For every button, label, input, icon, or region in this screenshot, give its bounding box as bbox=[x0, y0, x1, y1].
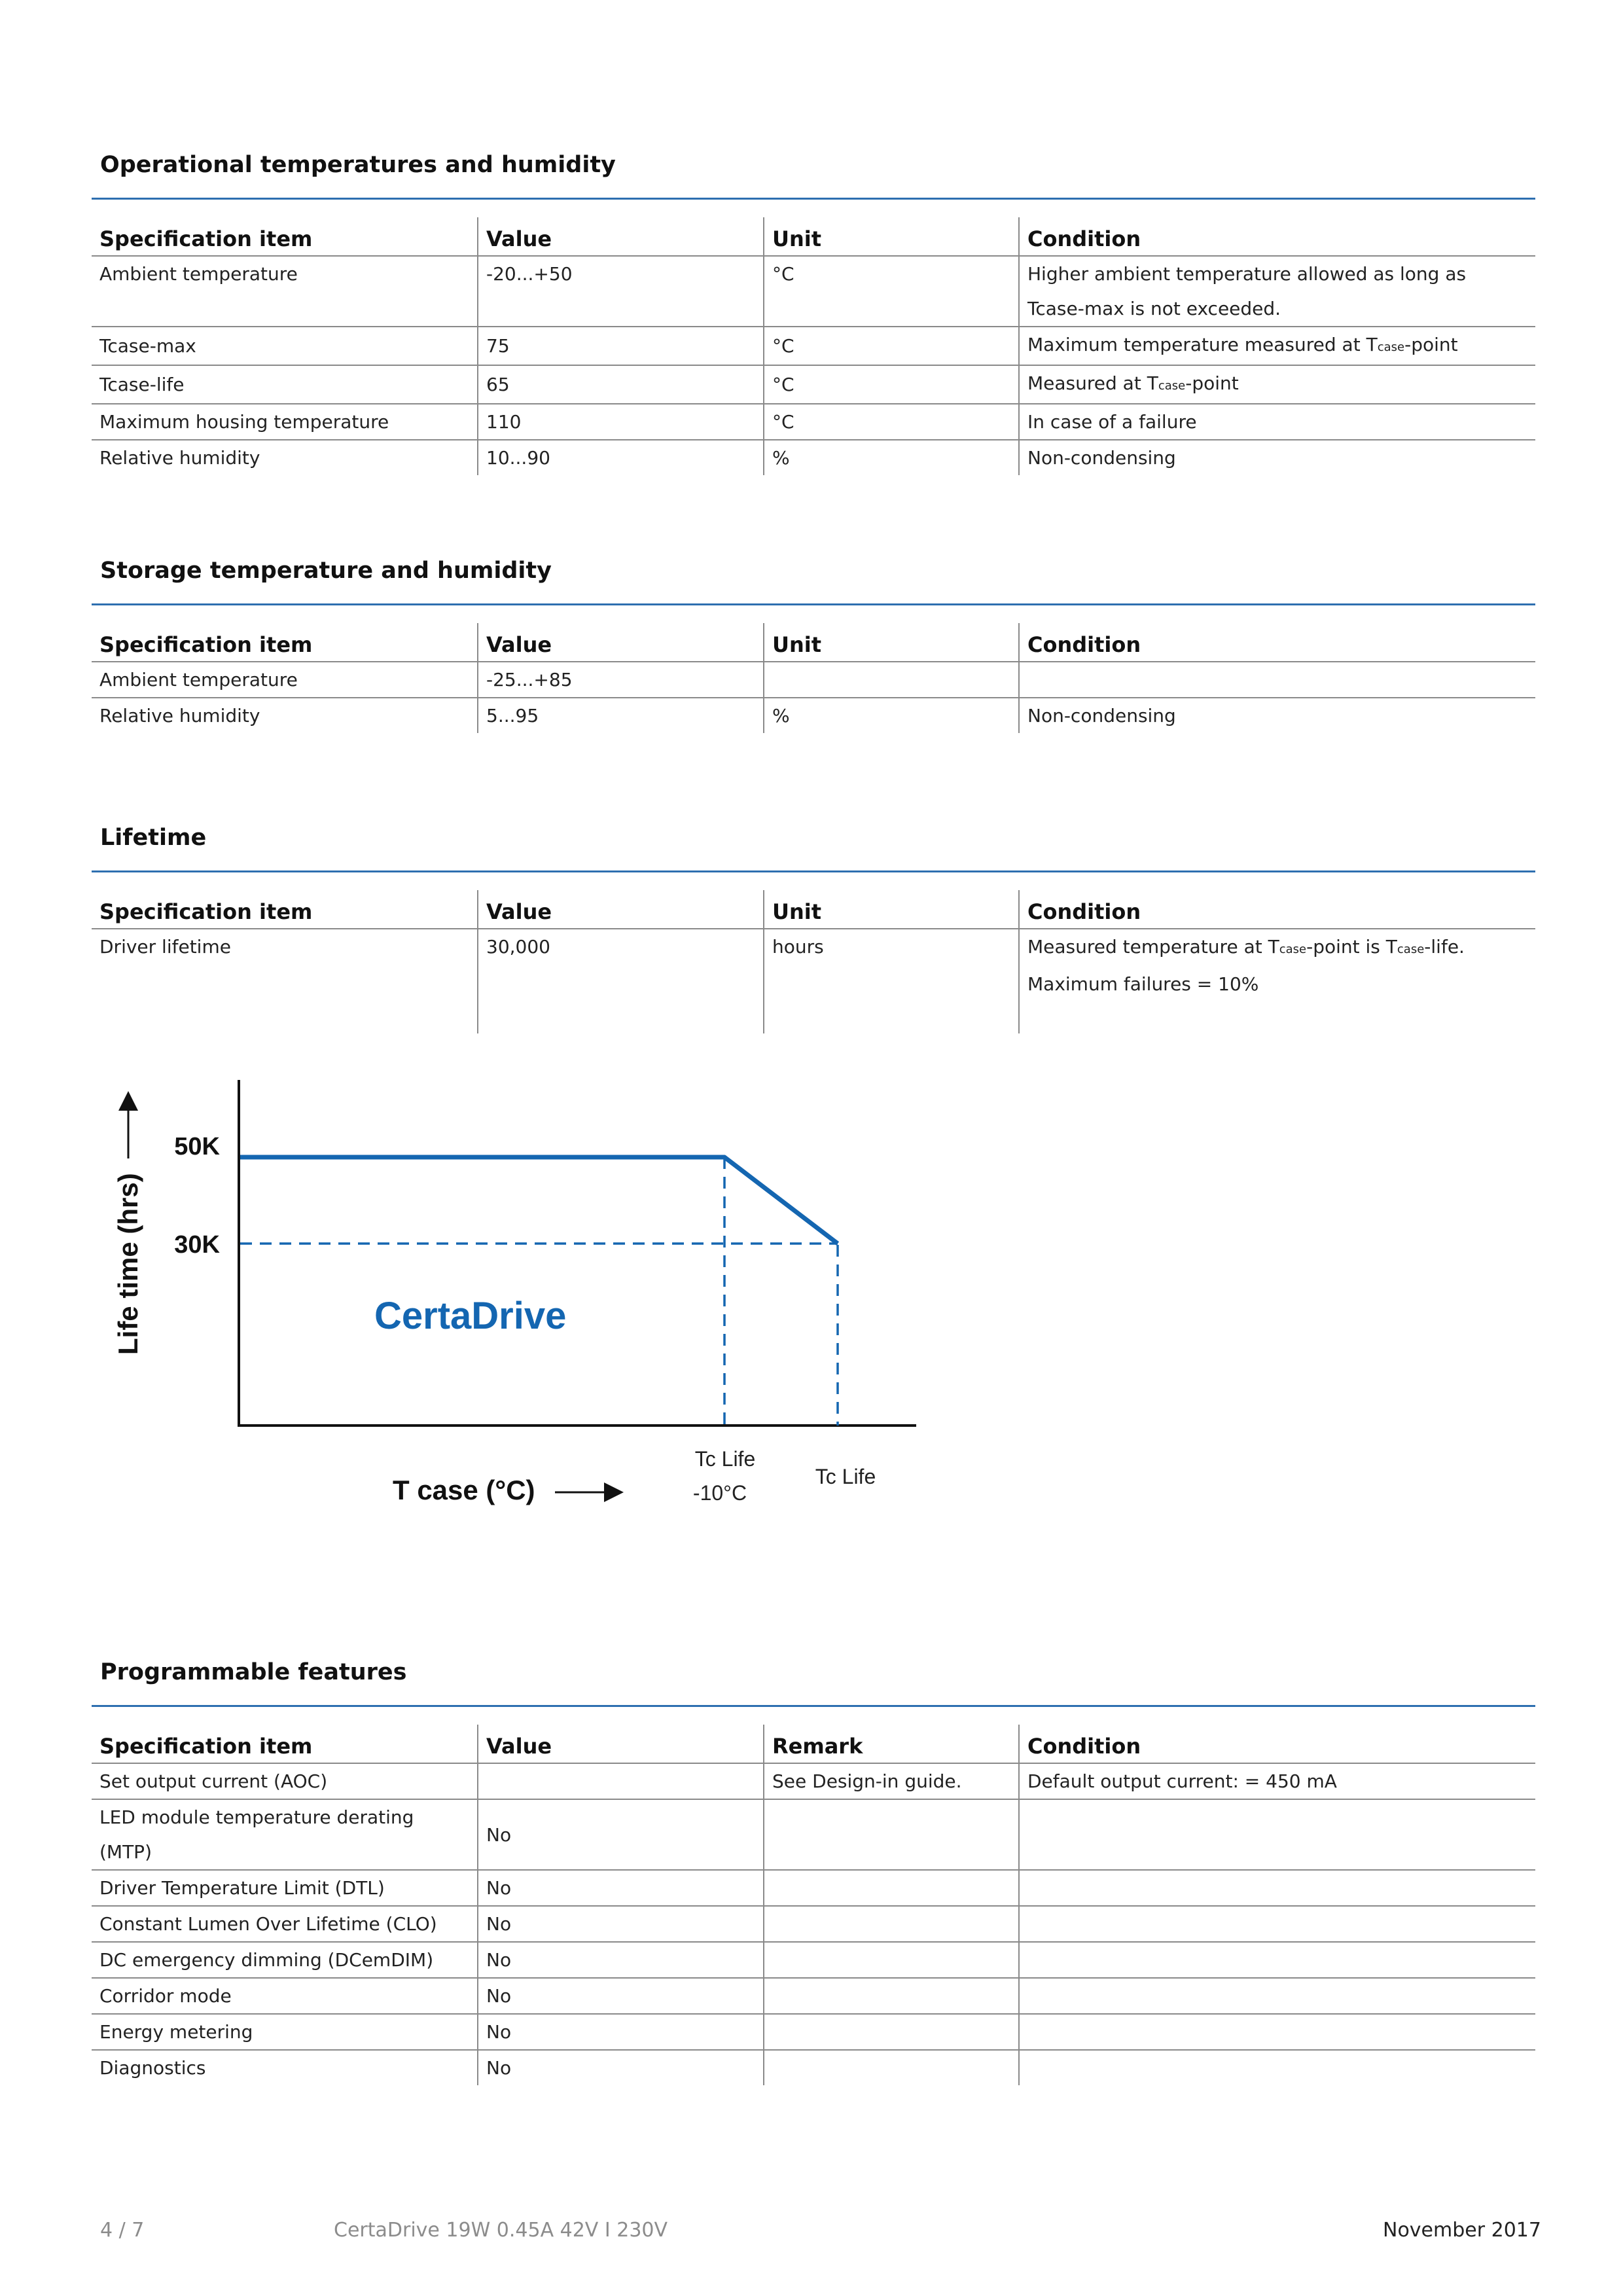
cell-value: 75 bbox=[478, 327, 764, 365]
header-spec-item: Specification item bbox=[92, 890, 478, 929]
y-tick-label-50k: 50K bbox=[174, 1133, 220, 1160]
lifetime-chart bbox=[0, 1073, 982, 1532]
cell-remark bbox=[764, 2014, 1019, 2050]
table-row bbox=[92, 1870, 1535, 1906]
cell-condition: Default output current: = 450 mA bbox=[1019, 1763, 1535, 1799]
table-row bbox=[92, 698, 1535, 733]
table-row bbox=[92, 1906, 1535, 1942]
header-unit: Unit bbox=[764, 890, 1019, 929]
cell-item: Relative humidity bbox=[99, 447, 260, 469]
header-condition: Condition bbox=[1019, 623, 1535, 662]
section-rule-lifetime bbox=[92, 870, 1535, 872]
subscript-case: case bbox=[1397, 942, 1425, 956]
header-condition: Condition bbox=[1019, 890, 1535, 929]
section-rule-operational bbox=[92, 198, 1535, 200]
cell-item: Maximum housing temperature bbox=[92, 404, 478, 440]
condition-line: Maximum failures = 10% bbox=[1027, 973, 1259, 995]
footer-date: November 2017 bbox=[1383, 2219, 1541, 2242]
header-condition: Condition bbox=[1019, 217, 1535, 256]
cell-value: No bbox=[478, 1906, 764, 1942]
cell-value: 65 bbox=[478, 365, 764, 404]
cell-remark bbox=[764, 1870, 1019, 1906]
cell-condition bbox=[1019, 929, 1535, 1033]
table-row bbox=[92, 365, 1535, 404]
table-row bbox=[92, 440, 1535, 475]
cell-item: Energy metering bbox=[92, 2014, 478, 2050]
cell-remark bbox=[764, 1799, 1019, 1870]
cell-item: Ambient temperature bbox=[92, 662, 478, 698]
header-value: Value bbox=[478, 623, 764, 662]
x-tick-label-tc-life-minus10-line1: Tc Life bbox=[694, 1447, 756, 1471]
condition-text: Measured at T bbox=[1027, 372, 1158, 394]
cell-item: Tcase-max bbox=[92, 327, 478, 365]
cell-condition bbox=[1019, 327, 1535, 365]
cell-value: No bbox=[478, 1870, 764, 1906]
table-row bbox=[92, 1799, 1535, 1870]
cell-item: Constant Lumen Over Lifetime (CLO) bbox=[92, 1906, 478, 1942]
cell-condition bbox=[1019, 1942, 1535, 1978]
cell-condition bbox=[1019, 2050, 1535, 2085]
cell-value: No bbox=[478, 1942, 764, 1978]
table-row bbox=[92, 1763, 1535, 1799]
condition-text: -point bbox=[1404, 334, 1458, 355]
header-unit: Unit bbox=[764, 217, 1019, 256]
cell-condition bbox=[1019, 1906, 1535, 1942]
cell-item: Set output current (AOC) bbox=[92, 1763, 478, 1799]
table-header-row bbox=[92, 623, 1535, 662]
y-axis-label: Life time (hrs) bbox=[113, 1173, 143, 1355]
condition-line: Higher ambient temperature allowed as long as bbox=[1027, 263, 1467, 285]
condition-text: -life. bbox=[1424, 936, 1465, 958]
header-remark: Remark bbox=[764, 1725, 1019, 1763]
table-row bbox=[92, 327, 1535, 365]
table-row bbox=[92, 2014, 1535, 2050]
table-storage bbox=[92, 623, 1535, 733]
footer-page-number: 4 / 7 bbox=[100, 2219, 145, 2242]
cell-value: No bbox=[478, 1799, 764, 1870]
section-rule-storage bbox=[92, 603, 1535, 605]
condition-text: -point bbox=[1185, 372, 1239, 394]
table-row bbox=[92, 1978, 1535, 2014]
cell-condition bbox=[1019, 662, 1535, 698]
cell-remark: See Design-in guide. bbox=[764, 1763, 1019, 1799]
cell-item: Corridor mode bbox=[92, 1978, 478, 2014]
table-operational bbox=[92, 217, 1535, 475]
header-spec-item: Specification item bbox=[92, 217, 478, 256]
x-tick-label-tc-life: Tc Life bbox=[815, 1465, 876, 1488]
cell-condition bbox=[1019, 1799, 1535, 1870]
cell-item: Driver Temperature Limit (DTL) bbox=[92, 1870, 478, 1906]
table-lifetime bbox=[92, 890, 1535, 1033]
cell-unit: % bbox=[764, 698, 1019, 733]
cell-item: DC emergency dimming (DCemDIM) bbox=[92, 1942, 478, 1978]
subscript-case: case bbox=[1377, 340, 1405, 354]
condition-line bbox=[1027, 929, 1527, 967]
header-spec-item: Specification item bbox=[92, 1725, 478, 1763]
cell-item: Ambient temperature bbox=[92, 256, 478, 327]
cell-unit: °C bbox=[764, 327, 1019, 365]
cell-value: 10...90 bbox=[478, 440, 764, 475]
cell-item: LED module temperature derating (MTP) bbox=[92, 1799, 478, 1870]
header-value: Value bbox=[478, 1725, 764, 1763]
cell-unit: °C bbox=[764, 256, 1019, 327]
y-tick-label-30k: 30K bbox=[174, 1231, 220, 1259]
header-value: Value bbox=[478, 217, 764, 256]
x-tick-label-tc-life-minus10-line2: -10°C bbox=[692, 1481, 747, 1505]
cell-value: 30,000 bbox=[478, 929, 764, 1033]
cell-condition: Non-condensing bbox=[1019, 698, 1535, 733]
cell-value: 110 bbox=[478, 404, 764, 440]
series-line-lifetime bbox=[240, 1157, 838, 1244]
cell-item: Driver lifetime bbox=[99, 936, 231, 958]
cell-value: -25...+85 bbox=[478, 662, 764, 698]
cell-value bbox=[478, 1763, 764, 1799]
cell-condition bbox=[1019, 1978, 1535, 2014]
cell-remark bbox=[764, 1942, 1019, 1978]
cell-value: No bbox=[478, 1978, 764, 2014]
x-axis-label: T case (°C) bbox=[393, 1475, 535, 1505]
cell-condition bbox=[1019, 365, 1535, 404]
chart-annotation-certadrive: CertaDrive bbox=[374, 1295, 567, 1337]
table-header-row bbox=[92, 890, 1535, 929]
section-title-lifetime: Lifetime bbox=[100, 825, 207, 851]
cell-condition bbox=[1019, 1870, 1535, 1906]
cell-value: No bbox=[478, 2050, 764, 2085]
header-condition: Condition bbox=[1019, 1725, 1535, 1763]
cell-item: Diagnostics bbox=[99, 2057, 206, 2079]
table-row bbox=[92, 2050, 1535, 2085]
cell-condition bbox=[1019, 256, 1535, 327]
section-rule-programmable bbox=[92, 1705, 1535, 1707]
condition-text: -point is T bbox=[1306, 936, 1397, 958]
cell-condition bbox=[1019, 2014, 1535, 2050]
table-row bbox=[92, 1942, 1535, 1978]
cell-unit: % bbox=[764, 440, 1019, 475]
cell-value: No bbox=[478, 2014, 764, 2050]
condition-text: Measured temperature at T bbox=[1027, 936, 1279, 958]
condition-line: Tcase-max is not exceeded. bbox=[1027, 298, 1281, 319]
table-row bbox=[92, 929, 1535, 1033]
cell-value: 5...95 bbox=[478, 698, 764, 733]
cell-remark bbox=[764, 1906, 1019, 1942]
table-row bbox=[92, 662, 1535, 698]
subscript-case: case bbox=[1279, 942, 1307, 956]
cell-unit: hours bbox=[764, 929, 1019, 1033]
header-spec-item: Specification item bbox=[92, 623, 478, 662]
header-value: Value bbox=[478, 890, 764, 929]
cell-unit: °C bbox=[764, 404, 1019, 440]
cell-remark bbox=[764, 1978, 1019, 2014]
cell-unit bbox=[764, 662, 1019, 698]
cell-unit: °C bbox=[764, 365, 1019, 404]
footer-product-name: CertaDrive 19W 0.45A 42V I 230V bbox=[334, 2219, 668, 2242]
cell-condition: In case of a failure bbox=[1019, 404, 1535, 440]
section-title-operational: Operational temperatures and humidity bbox=[100, 152, 616, 178]
section-title-storage: Storage temperature and humidity bbox=[100, 558, 552, 584]
subscript-case: case bbox=[1158, 379, 1186, 393]
condition-text: Maximum temperature measured at T bbox=[1027, 334, 1378, 355]
header-unit: Unit bbox=[764, 623, 1019, 662]
cell-item: Relative humidity bbox=[99, 705, 260, 726]
table-row bbox=[92, 404, 1535, 440]
cell-condition: Non-condensing bbox=[1019, 440, 1535, 475]
table-header-row bbox=[92, 217, 1535, 256]
cell-remark bbox=[764, 2050, 1019, 2085]
section-title-programmable: Programmable features bbox=[100, 1659, 407, 1685]
table-programmable bbox=[92, 1725, 1535, 2085]
table-row bbox=[92, 256, 1535, 327]
cell-item: Tcase-life bbox=[92, 365, 478, 404]
table-header-row bbox=[92, 1725, 1535, 1763]
cell-value: -20...+50 bbox=[478, 256, 764, 327]
